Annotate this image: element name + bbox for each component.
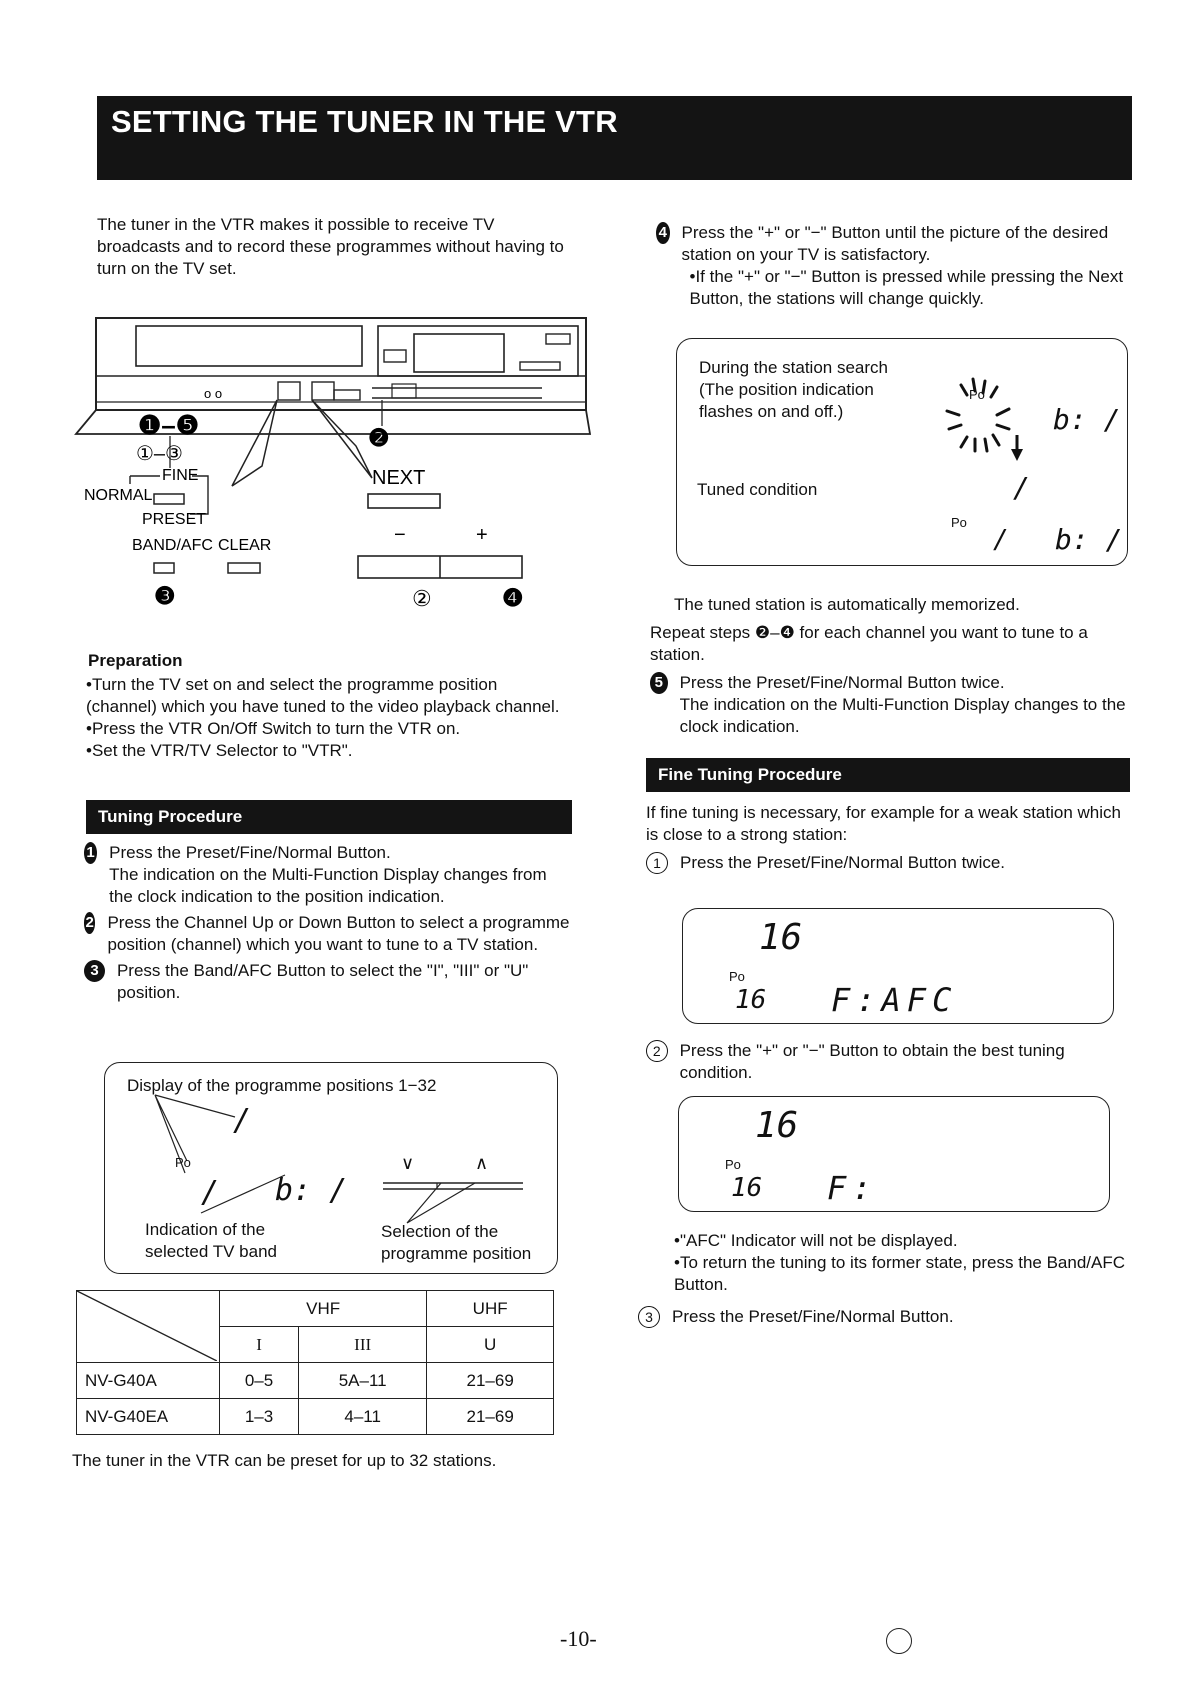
band-u-cell: 21–69: [427, 1363, 554, 1399]
uhf-header: UHF: [427, 1291, 554, 1327]
circle-mark-icon: [886, 1628, 912, 1654]
model-cell: NV-G40EA: [77, 1399, 220, 1435]
repeat-text: Repeat steps ❷–❹ for each channel you want to tune to a station.: [650, 623, 1088, 664]
indication-label: Indication of the selected TV band: [145, 1220, 277, 1261]
step-number: 4: [656, 222, 670, 244]
preparation-item: •Turn the TV set on and select the programme position (channel) which you have tuned to the video playback channel.: [86, 675, 560, 716]
tuned-label: Tuned condition: [697, 480, 818, 499]
table-row: [77, 1399, 554, 1435]
step-text: Press the Preset/Fine/Normal Button.: [672, 1307, 954, 1326]
clear-label: CLEAR: [218, 537, 272, 554]
programme-display-box: [104, 1062, 558, 1274]
table-note: The tuner in the VTR can be preset for up to 32 stations.: [72, 1451, 497, 1470]
callout-circ-2: ②: [412, 586, 432, 611]
plus-label: +: [476, 524, 488, 546]
fine-label: FINE: [162, 467, 199, 484]
page-number: -10-: [560, 1626, 597, 1651]
step-number: 2: [646, 1040, 668, 1062]
preparation-item: •Set the VTR/TV Selector to "VTR".: [86, 741, 353, 760]
minus-label: −: [394, 524, 406, 546]
lcd-small-digits: 16: [731, 1173, 763, 1203]
band-indication: b: /: [275, 1173, 348, 1208]
arrow-down-icon: ∨: [401, 1153, 415, 1173]
lcd-small-digits: 16: [735, 985, 767, 1015]
step-text: Press the Channel Up or Down Button to select a programme position (channel) which you want to tune to a TV station.: [107, 913, 570, 954]
tuning-step: [84, 960, 574, 1004]
preset-label: PRESET: [142, 511, 207, 528]
selection-label: Selection of the programme position: [381, 1222, 532, 1263]
fine-step-3: [638, 1306, 1128, 1328]
step-number: 3: [638, 1306, 660, 1328]
step-text: Press the Band/AFC Button to select the "I", "III" or "U" position.: [116, 961, 529, 1002]
tuned-band: b: /: [1055, 523, 1123, 556]
next-label: NEXT: [372, 467, 426, 489]
intro-text: The tuner in the VTR makes it possible to receive TV broadcasts and to record these programmes without having to turn on the TV set.: [97, 215, 564, 278]
search-box-text: [699, 357, 919, 423]
lcd-mode: F:: [827, 1169, 878, 1207]
band-iii-cell: 4–11: [299, 1399, 427, 1435]
preparation-list: [86, 674, 571, 762]
title-bar: [97, 96, 1132, 180]
step-4: [656, 222, 1136, 310]
band-u-header: U: [427, 1327, 554, 1363]
tuning-step: [84, 842, 574, 908]
band-afc-label: BAND/AFC: [132, 537, 213, 554]
flashing-indicator-icon: [927, 359, 1037, 469]
band-i-cell: 0–5: [220, 1363, 299, 1399]
step-number: 1: [84, 842, 97, 864]
search-line: During the station search: [699, 358, 888, 377]
band-iii-cell: 5A–11: [299, 1363, 427, 1399]
table-corner: [77, 1291, 220, 1363]
step-sub: The indication on the Multi-Function Display changes from the clock indication to the position indication.: [109, 865, 547, 906]
callout-3: ❸: [154, 583, 176, 610]
step-text: Press the "+" or "−" Button to obtain the best tuning condition.: [679, 1041, 1065, 1082]
po-label: Po: [729, 969, 745, 984]
fine-intro: If fine tuning is necessary, for example for a weak station which is close to a strong station:: [646, 803, 1121, 844]
callout-2: ❷: [368, 425, 390, 452]
band-iii-header: III: [299, 1327, 427, 1363]
position-indication: /: [233, 1103, 252, 1138]
step-text: Press the Preset/Fine/Normal Button twice.: [680, 853, 1006, 872]
tuning-step: [84, 912, 574, 956]
band-indication: b: /: [1053, 403, 1121, 436]
search-line: flashes on and off.): [699, 402, 844, 421]
table-row: [77, 1363, 554, 1399]
afc-note: •"AFC" Indicator will not be displayed.: [674, 1231, 958, 1250]
lcd-mode: F:AFC: [831, 981, 958, 1019]
callout-1-5: ❶–❺: [138, 410, 200, 440]
step-number: 2: [84, 912, 95, 934]
po-label: Po: [969, 387, 985, 402]
fine-step-1: [646, 852, 1132, 874]
band-i-cell: 1–3: [220, 1399, 299, 1435]
callout-circ-1-3: ①–③: [136, 443, 183, 465]
step-note: •If the "+" or "−" Button is pressed while pressing the Next Button, the stations will change quickly.: [689, 267, 1124, 308]
step-number: 5: [650, 672, 668, 694]
memorized-text: The tuned station is automatically memorized.: [674, 595, 1020, 614]
fine-step-2: [646, 1040, 1132, 1084]
lcd-big-digits: 16: [755, 1105, 799, 1146]
band-u-cell: 21–69: [427, 1399, 554, 1435]
fine-tuning-heading: Fine Tuning Procedure: [646, 758, 1130, 792]
tuning-steps: [84, 842, 574, 1004]
vcr-diagram: [72, 316, 592, 652]
tuned-position-digit: /: [993, 525, 1009, 555]
normal-label: NORMAL: [84, 487, 153, 504]
step-sub: The indication on the Multi-Function Display changes to the clock indication.: [679, 695, 1126, 736]
tuning-procedure-heading: Tuning Procedure: [86, 800, 572, 834]
band-i-header: I: [220, 1327, 299, 1363]
afc-note: •To return the tuning to its former state, press the Band/AFC Button.: [674, 1253, 1125, 1294]
band-table: [76, 1290, 554, 1435]
step-text: Press the "+" or "−" Button until the picture of the desired station on your TV is satisfactory.: [681, 223, 1109, 264]
step-text: Press the Preset/Fine/Normal Button twice.: [679, 673, 1005, 692]
lcd-display-afc: [682, 908, 1114, 1024]
step-text: Press the Preset/Fine/Normal Button.: [109, 843, 391, 862]
preparation-heading: Preparation: [88, 651, 183, 670]
vcr-indicator: o o: [204, 386, 223, 401]
tuned-position: /: [1013, 471, 1030, 504]
arrow-up-icon: ∧: [475, 1153, 489, 1173]
step-number: 3: [84, 960, 105, 982]
afc-notes: [674, 1230, 1134, 1296]
lcd-big-digits: 16: [759, 917, 803, 958]
search-line: (The position indication: [699, 380, 874, 399]
position-digit: /: [201, 1175, 220, 1210]
model-cell: NV-G40A: [77, 1363, 220, 1399]
page-title: SETTING THE TUNER IN THE VTR: [111, 104, 618, 139]
po-label: Po: [725, 1157, 741, 1172]
lcd-display-fine: [678, 1096, 1110, 1212]
step-number: 1: [646, 852, 668, 874]
po-label: Po: [951, 515, 967, 530]
callout-4: ❹: [502, 585, 524, 612]
step-5: [650, 672, 1136, 738]
preparation-item: •Press the VTR On/Off Switch to turn the VTR on.: [86, 719, 461, 738]
display-box-title: Display of the programme positions 1−32: [127, 1076, 437, 1095]
vhf-header: VHF: [220, 1291, 427, 1327]
station-search-box: [676, 338, 1128, 566]
po-label: Po: [175, 1155, 191, 1170]
